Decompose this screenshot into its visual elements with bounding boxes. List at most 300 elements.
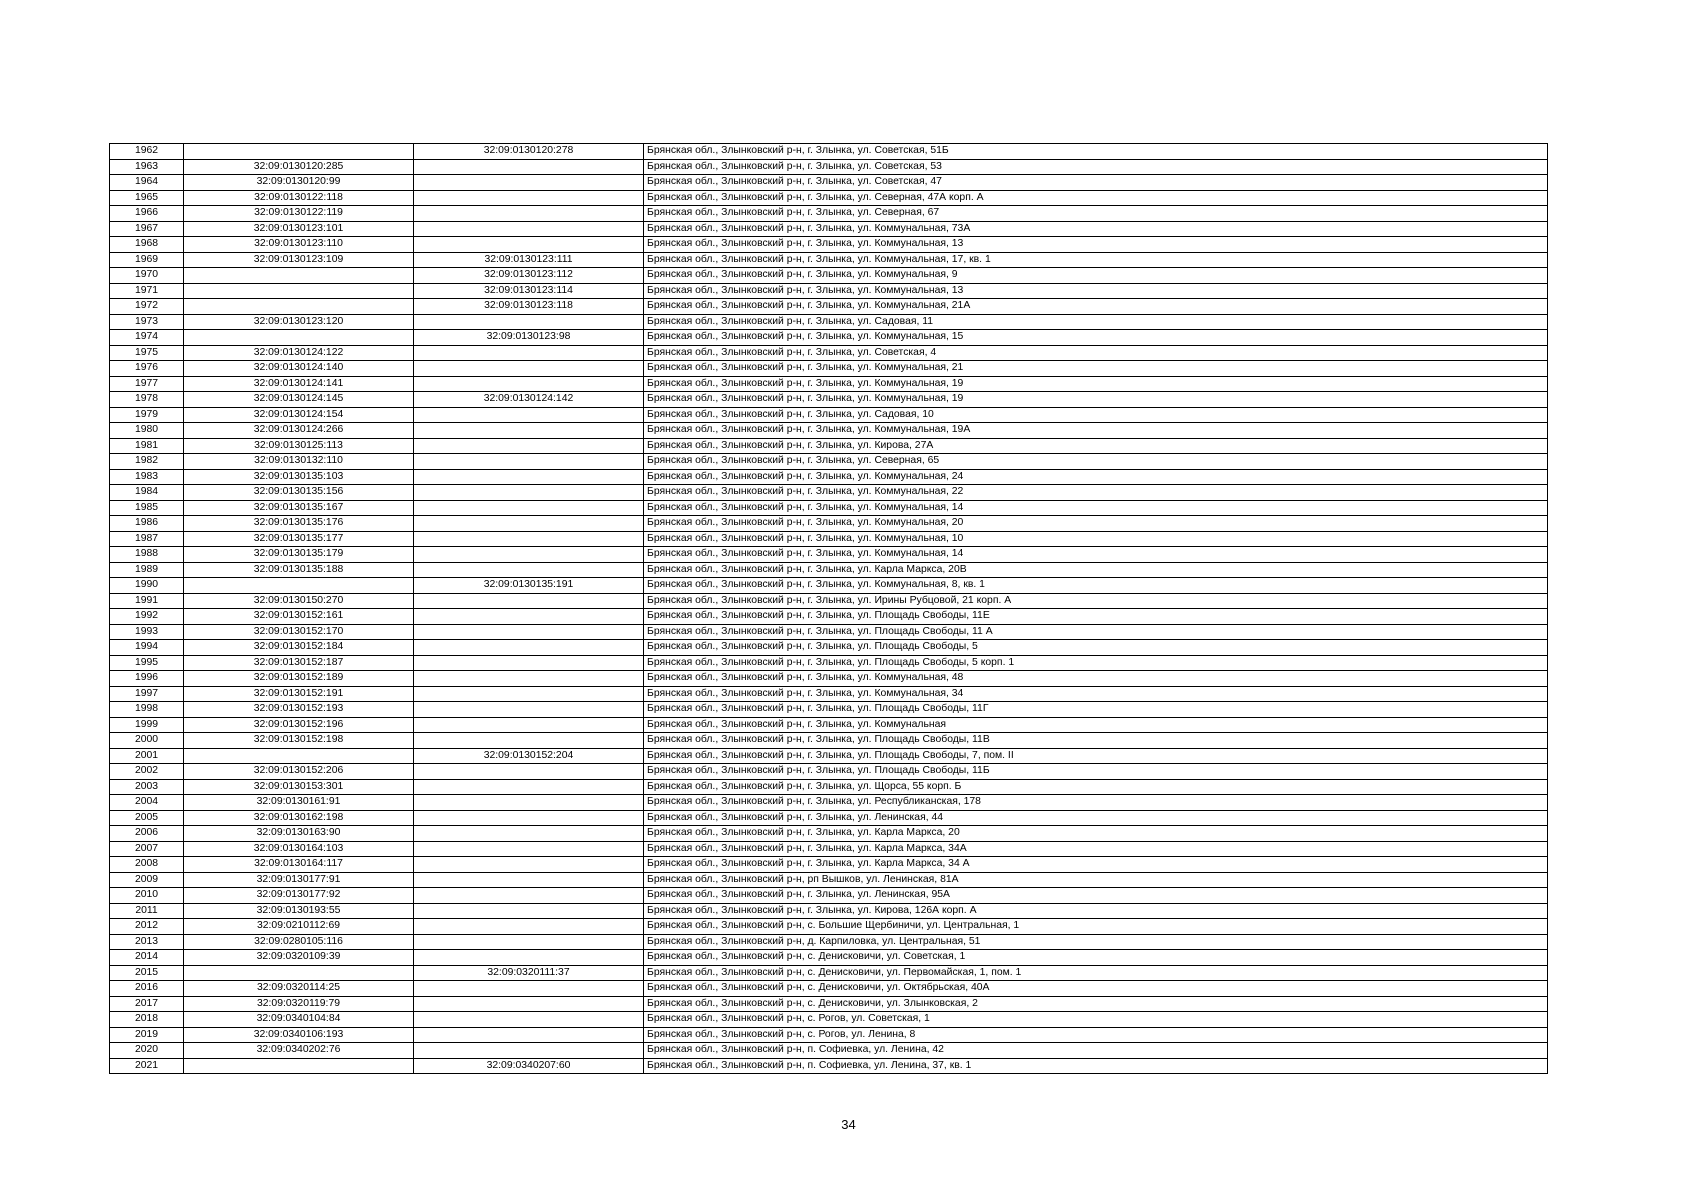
address-cell: Брянская обл., Злынковский р-н, г. Злынка, ул. Коммунальная, 21: [644, 361, 1548, 377]
table-row: [110, 345, 1548, 361]
cadastral-number-cell: 32:09:0130135:156: [184, 485, 414, 501]
address-cell: Брянская обл., Злынковский р-н, г. Злынка, ул. Коммунальная, 15: [644, 330, 1548, 346]
cadastral-number-cell: 32:09:0130152:191: [184, 686, 414, 702]
cadastral-number-cell: 32:09:0130124:141: [184, 376, 414, 392]
table-row: [110, 314, 1548, 330]
related-cadastral-number-cell: [414, 469, 644, 485]
table-row: [110, 206, 1548, 222]
address-cell: Брянская обл., Злынковский р-н, г. Злынка, ул. Коммунальная, 13: [644, 237, 1548, 253]
related-cadastral-number-cell: [414, 888, 644, 904]
table-row: [110, 1012, 1548, 1028]
table-row: [110, 950, 1548, 966]
address-cell: Брянская обл., Злынковский р-н, г. Злынка, ул. Северная, 65: [644, 454, 1548, 470]
table-row: [110, 547, 1548, 563]
address-cell: Брянская обл., Злынковский р-н, г. Злынка, ул. Ленинская, 95А: [644, 888, 1548, 904]
cadastral-number-cell: 32:09:0340202:76: [184, 1043, 414, 1059]
related-cadastral-number-cell: 32:09:0130123:114: [414, 283, 644, 299]
cadastral-number-cell: 32:09:0130161:91: [184, 795, 414, 811]
related-cadastral-number-cell: [414, 516, 644, 532]
cadastral-number-cell: 32:09:0130193:55: [184, 903, 414, 919]
table-row: [110, 624, 1548, 640]
address-cell: Брянская обл., Злынковский р-н, г. Злынка, ул. Садовая, 10: [644, 407, 1548, 423]
related-cadastral-number-cell: [414, 717, 644, 733]
row-number-cell: 2019: [110, 1027, 184, 1043]
row-number-cell: 1975: [110, 345, 184, 361]
related-cadastral-number-cell: [414, 640, 644, 656]
row-number-cell: 1986: [110, 516, 184, 532]
cadastral-number-cell: [184, 965, 414, 981]
cadastral-number-cell: [184, 748, 414, 764]
table-row: [110, 779, 1548, 795]
address-cell: Брянская обл., Злынковский р-н, г. Злынка, ул. Карла Маркса, 20: [644, 826, 1548, 842]
related-cadastral-number-cell: [414, 934, 644, 950]
table-row: [110, 175, 1548, 191]
cadastral-number-cell: [184, 299, 414, 315]
related-cadastral-number-cell: 32:09:0130120:278: [414, 144, 644, 160]
cadastral-number-cell: 32:09:0130152:161: [184, 609, 414, 625]
address-cell: Брянская обл., Злынковский р-н, г. Злынка, ул. Площадь Свободы, 5: [644, 640, 1548, 656]
address-cell: Брянская обл., Злынковский р-н, г. Злынка, ул. Кирова, 126А корп. А: [644, 903, 1548, 919]
row-number-cell: 2016: [110, 981, 184, 997]
related-cadastral-number-cell: 32:09:0130152:204: [414, 748, 644, 764]
related-cadastral-number-cell: [414, 345, 644, 361]
row-number-cell: 1988: [110, 547, 184, 563]
table-row: [110, 996, 1548, 1012]
related-cadastral-number-cell: [414, 423, 644, 439]
cadastral-number-cell: 32:09:0130124:122: [184, 345, 414, 361]
related-cadastral-number-cell: [414, 857, 644, 873]
row-number-cell: 1965: [110, 190, 184, 206]
row-number-cell: 2010: [110, 888, 184, 904]
table-row: [110, 485, 1548, 501]
cadastral-number-cell: 32:09:0130177:92: [184, 888, 414, 904]
address-cell: Брянская обл., Злынковский р-н, г. Злынка, ул. Площадь Свободы, 7, пом. II: [644, 748, 1548, 764]
address-cell: Брянская обл., Злынковский р-н, г. Злынка, ул. Площадь Свободы, 11В: [644, 733, 1548, 749]
related-cadastral-number-cell: [414, 314, 644, 330]
related-cadastral-number-cell: [414, 237, 644, 253]
table-row: [110, 717, 1548, 733]
related-cadastral-number-cell: [414, 407, 644, 423]
row-number-cell: 2004: [110, 795, 184, 811]
row-number-cell: 1973: [110, 314, 184, 330]
related-cadastral-number-cell: [414, 686, 644, 702]
related-cadastral-number-cell: 32:09:0130123:111: [414, 252, 644, 268]
related-cadastral-number-cell: [414, 361, 644, 377]
row-number-cell: 2000: [110, 733, 184, 749]
table-row: [110, 888, 1548, 904]
cadastral-number-cell: 32:09:0130123:110: [184, 237, 414, 253]
cadastral-number-cell: [184, 578, 414, 594]
table-row: [110, 748, 1548, 764]
cadastral-number-cell: 32:09:0280105:116: [184, 934, 414, 950]
cadastral-number-cell: 32:09:0130150:270: [184, 593, 414, 609]
cadastral-number-cell: 32:09:0130152:187: [184, 655, 414, 671]
related-cadastral-number-cell: [414, 206, 644, 222]
row-number-cell: 1995: [110, 655, 184, 671]
cadastral-number-cell: 32:09:0130123:109: [184, 252, 414, 268]
cadastral-number-cell: 32:09:0130123:120: [184, 314, 414, 330]
address-cell: Брянская обл., Злынковский р-н, г. Злынка, ул. Коммунальная, 10: [644, 531, 1548, 547]
related-cadastral-number-cell: [414, 376, 644, 392]
row-number-cell: 1999: [110, 717, 184, 733]
table-row: [110, 407, 1548, 423]
cadastral-number-cell: 32:09:0320114:25: [184, 981, 414, 997]
address-cell: Брянская обл., Злынковский р-н, г. Злынка, ул. Советская, 47: [644, 175, 1548, 191]
related-cadastral-number-cell: [414, 1027, 644, 1043]
address-cell: Брянская обл., Злынковский р-н, г. Злынка, ул. Советская, 51Б: [644, 144, 1548, 160]
address-cell: Брянская обл., Злынковский р-н, г. Злынка, ул. Садовая, 11: [644, 314, 1548, 330]
cadastral-number-cell: 32:09:0130152:196: [184, 717, 414, 733]
row-number-cell: 2008: [110, 857, 184, 873]
row-number-cell: 1976: [110, 361, 184, 377]
related-cadastral-number-cell: [414, 981, 644, 997]
cadastral-number-cell: 32:09:0130164:103: [184, 841, 414, 857]
cadastral-number-cell: 32:09:0130163:90: [184, 826, 414, 842]
related-cadastral-number-cell: [414, 159, 644, 175]
table-row: [110, 1043, 1548, 1059]
table-row: [110, 268, 1548, 284]
table-row: [110, 562, 1548, 578]
address-cell: Брянская обл., Злынковский р-н, г. Злынка, ул. Республиканская, 178: [644, 795, 1548, 811]
table-row: [110, 655, 1548, 671]
table-row: [110, 252, 1548, 268]
row-number-cell: 1996: [110, 671, 184, 687]
cadastral-number-cell: 32:09:0130122:119: [184, 206, 414, 222]
table-row: [110, 640, 1548, 656]
table-row: [110, 299, 1548, 315]
row-number-cell: 1992: [110, 609, 184, 625]
related-cadastral-number-cell: [414, 454, 644, 470]
related-cadastral-number-cell: [414, 903, 644, 919]
table-row: [110, 159, 1548, 175]
row-number-cell: 1990: [110, 578, 184, 594]
address-cell: Брянская обл., Злынковский р-н, г. Злынка, ул. Карла Маркса, 34 А: [644, 857, 1548, 873]
cadastral-number-cell: 32:09:0130124:140: [184, 361, 414, 377]
row-number-cell: 1969: [110, 252, 184, 268]
cadastral-number-cell: 32:09:0130152:170: [184, 624, 414, 640]
address-cell: Брянская обл., Злынковский р-н, г. Злынка, ул. Северная, 67: [644, 206, 1548, 222]
table-row: [110, 190, 1548, 206]
row-number-cell: 2005: [110, 810, 184, 826]
row-number-cell: 1963: [110, 159, 184, 175]
address-cell: Брянская обл., Злынковский р-н, г. Злынка, ул. Коммунальная, 13: [644, 283, 1548, 299]
table-row: [110, 733, 1548, 749]
address-cell: Брянская обл., Злынковский р-н, с. Рогов, ул. Советская, 1: [644, 1012, 1548, 1028]
table-row: [110, 237, 1548, 253]
cadastral-number-cell: [184, 283, 414, 299]
row-number-cell: 2009: [110, 872, 184, 888]
address-cell: Брянская обл., Злынковский р-н, г. Злынка, ул. Карла Маркса, 34А: [644, 841, 1548, 857]
row-number-cell: 1962: [110, 144, 184, 160]
address-cell: Брянская обл., Злынковский р-н, с. Денисковичи, ул. Первомайская, 1, пом. 1: [644, 965, 1548, 981]
table-row: [110, 376, 1548, 392]
address-cell: Брянская обл., Злынковский р-н, г. Злынка, ул. Коммунальная, 34: [644, 686, 1548, 702]
related-cadastral-number-cell: 32:09:0130135:191: [414, 578, 644, 594]
row-number-cell: 1989: [110, 562, 184, 578]
cadastral-number-cell: 32:09:0130164:117: [184, 857, 414, 873]
cadastral-number-cell: [184, 330, 414, 346]
address-cell: Брянская обл., Злынковский р-н, г. Злынка, ул. Карла Маркса, 20В: [644, 562, 1548, 578]
row-number-cell: 2021: [110, 1058, 184, 1074]
row-number-cell: 1987: [110, 531, 184, 547]
row-number-cell: 1981: [110, 438, 184, 454]
cadastral-number-cell: [184, 1058, 414, 1074]
row-number-cell: 1974: [110, 330, 184, 346]
cadastral-number-cell: 32:09:0130152:206: [184, 764, 414, 780]
table-row: [110, 857, 1548, 873]
row-number-cell: 1997: [110, 686, 184, 702]
row-number-cell: 2017: [110, 996, 184, 1012]
cadastral-number-cell: 32:09:0130152:189: [184, 671, 414, 687]
row-number-cell: 1968: [110, 237, 184, 253]
table-row: [110, 221, 1548, 237]
address-cell: Брянская обл., Злынковский р-н, г. Злынка, ул. Ленинская, 44: [644, 810, 1548, 826]
row-number-cell: 1979: [110, 407, 184, 423]
related-cadastral-number-cell: [414, 175, 644, 191]
row-number-cell: 1993: [110, 624, 184, 640]
related-cadastral-number-cell: 32:09:0320111:37: [414, 965, 644, 981]
row-number-cell: 1982: [110, 454, 184, 470]
cadastral-number-cell: 32:09:0130124:145: [184, 392, 414, 408]
row-number-cell: 2012: [110, 919, 184, 935]
row-number-cell: 1964: [110, 175, 184, 191]
address-cell: Брянская обл., Злынковский р-н, г. Злынка, ул. Площадь Свободы, 11 А: [644, 624, 1548, 640]
related-cadastral-number-cell: [414, 702, 644, 718]
cadastral-number-cell: 32:09:0210112:69: [184, 919, 414, 935]
address-cell: Брянская обл., Злынковский р-н, г. Злынка, ул. Коммунальная, 48: [644, 671, 1548, 687]
table-row: [110, 1058, 1548, 1074]
row-number-cell: 2006: [110, 826, 184, 842]
related-cadastral-number-cell: 32:09:0130123:112: [414, 268, 644, 284]
related-cadastral-number-cell: [414, 609, 644, 625]
address-cell: Брянская обл., Злынковский р-н, г. Злынка, ул. Коммунальная, 19: [644, 376, 1548, 392]
address-cell: Брянская обл., Злынковский р-н, г. Злынка, ул. Кирова, 27А: [644, 438, 1548, 454]
related-cadastral-number-cell: [414, 826, 644, 842]
row-number-cell: 1967: [110, 221, 184, 237]
cadastral-number-cell: 32:09:0130135:103: [184, 469, 414, 485]
cadastral-number-cell: 32:09:0130124:266: [184, 423, 414, 439]
cadastral-number-cell: 32:09:0130153:301: [184, 779, 414, 795]
table-row: [110, 516, 1548, 532]
address-cell: Брянская обл., Злынковский р-н, с. Денисковичи, ул. Советская, 1: [644, 950, 1548, 966]
cadastral-number-cell: 32:09:0340104:84: [184, 1012, 414, 1028]
related-cadastral-number-cell: [414, 779, 644, 795]
related-cadastral-number-cell: [414, 1043, 644, 1059]
table-row: [110, 764, 1548, 780]
table-row: [110, 469, 1548, 485]
row-number-cell: 1977: [110, 376, 184, 392]
related-cadastral-number-cell: [414, 593, 644, 609]
related-cadastral-number-cell: [414, 996, 644, 1012]
row-number-cell: 2018: [110, 1012, 184, 1028]
row-number-cell: 2013: [110, 934, 184, 950]
address-cell: Брянская обл., Злынковский р-н, г. Злынка, ул. Ирины Рубцовой, 21 корп. А: [644, 593, 1548, 609]
address-cell: Брянская обл., Злынковский р-н, с. Рогов, ул. Ленина, 8: [644, 1027, 1548, 1043]
table-row: [110, 361, 1548, 377]
row-number-cell: 1966: [110, 206, 184, 222]
address-cell: Брянская обл., Злынковский р-н, д. Карпиловка, ул. Центральная, 51: [644, 934, 1548, 950]
row-number-cell: 1998: [110, 702, 184, 718]
table-row: [110, 826, 1548, 842]
cadastral-number-cell: 32:09:0130120:99: [184, 175, 414, 191]
table-row: [110, 531, 1548, 547]
address-cell: Брянская обл., Злынковский р-н, г. Злынка, ул. Коммунальная, 14: [644, 500, 1548, 516]
address-cell: Брянская обл., Злынковский р-н, г. Злынка, ул. Коммунальная, 14: [644, 547, 1548, 563]
table-row: [110, 686, 1548, 702]
row-number-cell: 2020: [110, 1043, 184, 1059]
row-number-cell: 2015: [110, 965, 184, 981]
table-row: [110, 454, 1548, 470]
table-row: [110, 872, 1548, 888]
cadastral-number-cell: 32:09:0130135:167: [184, 500, 414, 516]
cadastral-number-cell: 32:09:0130123:101: [184, 221, 414, 237]
table-row: [110, 702, 1548, 718]
cadastral-number-cell: 32:09:0130122:118: [184, 190, 414, 206]
table-row: [110, 965, 1548, 981]
cadastral-number-cell: 32:09:0130152:198: [184, 733, 414, 749]
related-cadastral-number-cell: [414, 190, 644, 206]
related-cadastral-number-cell: [414, 810, 644, 826]
row-number-cell: 2014: [110, 950, 184, 966]
table-body: [110, 144, 1548, 1074]
row-number-cell: 1984: [110, 485, 184, 501]
address-cell: Брянская обл., Злынковский р-н, г. Злынка, ул. Коммунальная, 9: [644, 268, 1548, 284]
cadastral-number-cell: 32:09:0130177:91: [184, 872, 414, 888]
address-cell: Брянская обл., Злынковский р-н, г. Злынка, ул. Щорса, 55 корп. Б: [644, 779, 1548, 795]
related-cadastral-number-cell: 32:09:0130123:98: [414, 330, 644, 346]
table-row: [110, 392, 1548, 408]
address-cell: Брянская обл., Злынковский р-н, с. Большие Щербиничи, ул. Центральная, 1: [644, 919, 1548, 935]
related-cadastral-number-cell: 32:09:0130124:142: [414, 392, 644, 408]
table-row: [110, 144, 1548, 160]
cadastral-number-cell: 32:09:0130152:193: [184, 702, 414, 718]
table-row: [110, 903, 1548, 919]
row-number-cell: 2011: [110, 903, 184, 919]
related-cadastral-number-cell: [414, 485, 644, 501]
table-row: [110, 934, 1548, 950]
cadastral-number-cell: 32:09:0130132:110: [184, 454, 414, 470]
table-row: [110, 841, 1548, 857]
table-row: [110, 981, 1548, 997]
cadastral-number-cell: 32:09:0130135:188: [184, 562, 414, 578]
related-cadastral-number-cell: [414, 733, 644, 749]
related-cadastral-number-cell: [414, 795, 644, 811]
table-row: [110, 671, 1548, 687]
cadastral-number-cell: 32:09:0340106:193: [184, 1027, 414, 1043]
cadastral-number-cell: 32:09:0130135:176: [184, 516, 414, 532]
row-number-cell: 1972: [110, 299, 184, 315]
row-number-cell: 2007: [110, 841, 184, 857]
cadastral-number-cell: 32:09:0130135:177: [184, 531, 414, 547]
address-cell: Брянская обл., Злынковский р-н, г. Злынка, ул. Коммунальная: [644, 717, 1548, 733]
page-number: 34: [841, 1117, 856, 1132]
table-row: [110, 438, 1548, 454]
related-cadastral-number-cell: [414, 1012, 644, 1028]
related-cadastral-number-cell: [414, 919, 644, 935]
address-cell: Брянская обл., Злынковский р-н, г. Злынка, ул. Площадь Свободы, 11Б: [644, 764, 1548, 780]
related-cadastral-number-cell: 32:09:0340207:60: [414, 1058, 644, 1074]
row-number-cell: 1991: [110, 593, 184, 609]
row-number-cell: 1980: [110, 423, 184, 439]
table-row: [110, 1027, 1548, 1043]
address-cell: Брянская обл., Злынковский р-н, г. Злынка, ул. Коммунальная, 8, кв. 1: [644, 578, 1548, 594]
address-cell: Брянская обл., Злынковский р-н, г. Злынка, ул. Площадь Свободы, 11Е: [644, 609, 1548, 625]
table-row: [110, 919, 1548, 935]
related-cadastral-number-cell: [414, 624, 644, 640]
table-row: [110, 810, 1548, 826]
row-number-cell: 2001: [110, 748, 184, 764]
address-cell: Брянская обл., Злынковский р-н, г. Злынка, ул. Площадь Свободы, 11Г: [644, 702, 1548, 718]
row-number-cell: 1978: [110, 392, 184, 408]
related-cadastral-number-cell: [414, 438, 644, 454]
row-number-cell: 2003: [110, 779, 184, 795]
address-cell: Брянская обл., Злынковский р-н, с. Денисковичи, ул. Октябрьская, 40А: [644, 981, 1548, 997]
address-cell: Брянская обл., Злынковский р-н, г. Злынка, ул. Коммунальная, 19А: [644, 423, 1548, 439]
related-cadastral-number-cell: [414, 531, 644, 547]
table-row: [110, 423, 1548, 439]
row-number-cell: 1970: [110, 268, 184, 284]
cadastral-number-cell: 32:09:0130152:184: [184, 640, 414, 656]
row-number-cell: 1985: [110, 500, 184, 516]
address-cell: Брянская обл., Злынковский р-н, г. Злынка, ул. Советская, 53: [644, 159, 1548, 175]
cadastral-number-cell: 32:09:0130120:285: [184, 159, 414, 175]
cadastral-number-cell: 32:09:0130125:113: [184, 438, 414, 454]
address-cell: Брянская обл., Злынковский р-н, г. Злынка, ул. Коммунальная, 21А: [644, 299, 1548, 315]
related-cadastral-number-cell: [414, 841, 644, 857]
related-cadastral-number-cell: 32:09:0130123:118: [414, 299, 644, 315]
cadastral-number-cell: 32:09:0130162:198: [184, 810, 414, 826]
table-row: [110, 500, 1548, 516]
cadastral-number-cell: [184, 268, 414, 284]
address-cell: Брянская обл., Злынковский р-н, г. Злынка, ул. Коммунальная, 22: [644, 485, 1548, 501]
row-number-cell: 1983: [110, 469, 184, 485]
related-cadastral-number-cell: [414, 221, 644, 237]
cadastral-number-cell: 32:09:0320109:39: [184, 950, 414, 966]
related-cadastral-number-cell: [414, 872, 644, 888]
row-number-cell: 2002: [110, 764, 184, 780]
table-row: [110, 283, 1548, 299]
cadastral-number-cell: [184, 144, 414, 160]
table-row: [110, 330, 1548, 346]
address-cell: Брянская обл., Злынковский р-н, г. Злынка, ул. Коммунальная, 24: [644, 469, 1548, 485]
address-cell: Брянская обл., Злынковский р-н, п. Софиевка, ул. Ленина, 42: [644, 1043, 1548, 1059]
row-number-cell: 1971: [110, 283, 184, 299]
address-cell: Брянская обл., Злынковский р-н, п. Софиевка, ул. Ленина, 37, кв. 1: [644, 1058, 1548, 1074]
address-cell: Брянская обл., Злынковский р-н, г. Злынка, ул. Коммунальная, 17, кв. 1: [644, 252, 1548, 268]
related-cadastral-number-cell: [414, 764, 644, 780]
related-cadastral-number-cell: [414, 655, 644, 671]
cadastral-number-cell: 32:09:0320119:79: [184, 996, 414, 1012]
address-cell: Брянская обл., Злынковский р-н, с. Денисковичи, ул. Злынковская, 2: [644, 996, 1548, 1012]
table-row: [110, 795, 1548, 811]
address-cell: Брянская обл., Злынковский р-н, г. Злынка, ул. Советская, 4: [644, 345, 1548, 361]
property-table: [109, 143, 1548, 1074]
address-cell: Брянская обл., Злынковский р-н, г. Злынка, ул. Коммунальная, 73А: [644, 221, 1548, 237]
address-cell: Брянская обл., Злынковский р-н, г. Злынка, ул. Коммунальная, 20: [644, 516, 1548, 532]
related-cadastral-number-cell: [414, 562, 644, 578]
table-row: [110, 578, 1548, 594]
table-row: [110, 593, 1548, 609]
table-row: [110, 609, 1548, 625]
cadastral-number-cell: 32:09:0130135:179: [184, 547, 414, 563]
address-cell: Брянская обл., Злынковский р-н, рп Вышков, ул. Ленинская, 81А: [644, 872, 1548, 888]
related-cadastral-number-cell: [414, 950, 644, 966]
cadastral-number-cell: 32:09:0130124:154: [184, 407, 414, 423]
related-cadastral-number-cell: [414, 547, 644, 563]
related-cadastral-number-cell: [414, 671, 644, 687]
address-cell: Брянская обл., Злынковский р-н, г. Злынка, ул. Площадь Свободы, 5 корп. 1: [644, 655, 1548, 671]
address-cell: Брянская обл., Злынковский р-н, г. Злынка, ул. Северная, 47А корп. А: [644, 190, 1548, 206]
